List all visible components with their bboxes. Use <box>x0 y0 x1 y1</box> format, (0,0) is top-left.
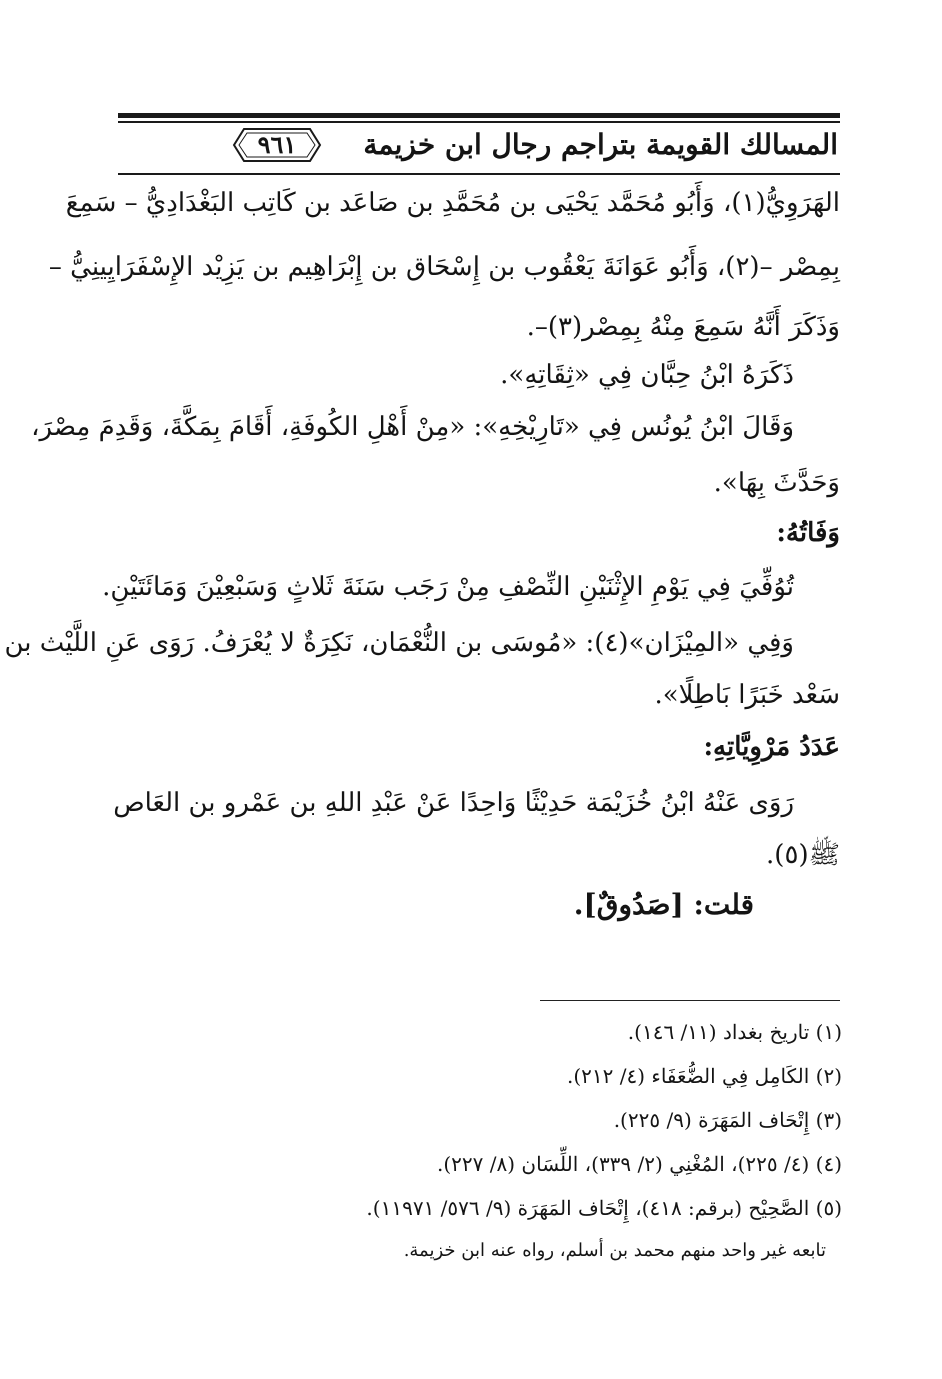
footnote-separator <box>540 1000 840 1001</box>
page-number: ٩٦١ <box>257 130 297 159</box>
text-line: وَذَكَرَ أَنَّهُ سَمِعَ مِنْهُ بِمِصْر(٣)–. <box>526 312 840 342</box>
book-title: المسالك القويمة بتراجم رجال ابن خزيمة <box>363 128 838 161</box>
text-line: وَقَالَ ابْنُ يُونُس فِي «تَارِيْخِهِ»: «مِنْ أَهْلِ الكُوفَةِ، أَقَامَ بِمَكَّةَ، وَقَدِمَ مِصْرَ، <box>31 412 794 442</box>
footnote-5: (٥) الصَّحِيْح (برقم: ٤١٨)، إِتْحَاف المَهَرَة (٩/ ٥٧٦/ ١١٩٧١). <box>366 1196 842 1220</box>
footnote-4: (٤) (٤/ ٢٢٥)، المُغْنِي (٢/ ٣٣٩)، اللِّسَان (٨/ ٢٢٧). <box>437 1152 842 1176</box>
text-line: وَفِي «المِيْزَان»(٤): «مُوسَى بن النُّعْمَان، نَكِرَةٌ لا يُعْرَفُ. رَوَى عَنِ اللَّيْث بن <box>4 628 794 658</box>
section-heading-narrations: عَدَدُ مَرْوِيَّاتِهِ: <box>703 732 840 762</box>
text-line: وَحَدَّثَ بِهَا». <box>713 468 840 498</box>
text-line: رَوَى عَنْهُ ابْنُ خُزَيْمَة حَدِيْثًا وَاحِدًا عَنْ عَبْدِ اللهِ بن عَمْرو بن العَاص <box>113 788 794 818</box>
text-line: تُوُفِّيَ فِي يَوْمِ الإِثْنَيْنِ النِّصْفِ مِنْ رَجَب سَنَةَ ثَلاثٍ وَسَبْعِيْنَ وَمَائَتَيْنِ. <box>102 572 794 602</box>
conclusion-verdict: قلت: [صَدُوقٌ]. <box>573 888 754 921</box>
section-heading-death: وَفَاتُهُ: <box>776 518 840 548</box>
footnote-2: (٢) الكَامِل فِي الضُّعَفَاء (٤/ ٢١٢). <box>567 1064 842 1088</box>
footnote-5-continuation: تابعه غير واحد منهم محمد بن أسلم، رواه عنه ابن خزيمة. <box>403 1240 826 1261</box>
footnote-1: (١) تاريخ بغداد (١١/ ١٤٦). <box>627 1020 842 1044</box>
text-line: سَعْد خَبَرًا بَاطِلًا». <box>654 680 840 710</box>
text-line: بِمِصْر –(٢)، وَأَبُو عَوَانَةَ يَعْقُوب بن إِسْحَاق بن إِبْرَاهِيم بن يَزِيْد الإِسْفَرَايِينِيُّ – <box>48 252 840 282</box>
text-line: الهَرَوِيُّ(١)، وَأَبُو مُحَمَّد يَحْيَى بن مُحَمَّدِ بن صَاعَد بن كَاتِب البَغْدَادِيُّ – سَمِعَ <box>65 188 840 218</box>
text-line: ﷺ(٥). <box>766 840 840 870</box>
text-line: ذَكَرَهُ ابْنُ حِبَّان فِي «ثِقَاتِهِ». <box>500 360 794 390</box>
footnote-3: (٣) إِتْحَاف المَهَرَة (٩/ ٢٢٥). <box>613 1108 842 1132</box>
